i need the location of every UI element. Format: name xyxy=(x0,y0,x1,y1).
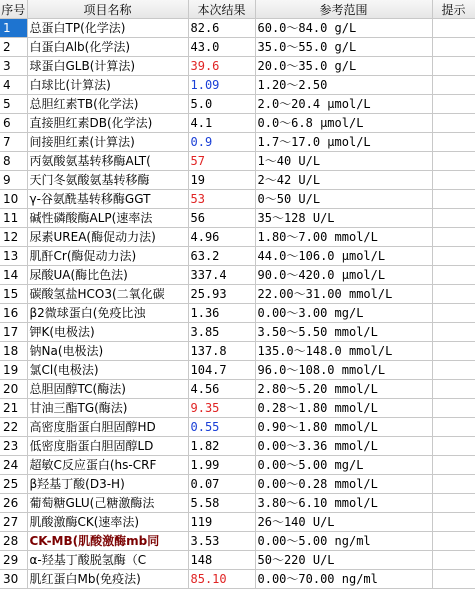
hint-cell xyxy=(432,304,475,323)
column-header-name[interactable]: 项目名称 xyxy=(27,0,188,19)
hint-cell xyxy=(432,418,475,437)
result-value: 337.4 xyxy=(188,266,255,285)
item-name: 天门冬氨酸氨基转移酶 xyxy=(27,171,188,190)
result-value: 25.93 xyxy=(188,285,255,304)
table-row[interactable] xyxy=(0,323,475,342)
table-row[interactable] xyxy=(0,380,475,399)
table-row[interactable] xyxy=(0,437,475,456)
table-body xyxy=(0,19,475,589)
row-number: 28 xyxy=(0,532,27,551)
table-row[interactable] xyxy=(0,304,475,323)
reference-range: 3.80～6.10 mmol/L xyxy=(255,494,432,513)
table-row[interactable] xyxy=(0,551,475,570)
row-number: 17 xyxy=(0,323,27,342)
item-name: 总胆红素TB(化学法) xyxy=(27,95,188,114)
item-name: 白球比(计算法) xyxy=(27,76,188,95)
table-row[interactable] xyxy=(0,76,475,95)
reference-range: 50～220 U/L xyxy=(255,551,432,570)
hint-cell xyxy=(432,285,475,304)
reference-range: 60.0～84.0 g/L xyxy=(255,19,432,38)
item-name: 肌酸激酶CK(速率法) xyxy=(27,513,188,532)
hint-cell xyxy=(432,190,475,209)
result-value: 0.07 xyxy=(188,475,255,494)
hint-cell xyxy=(432,19,475,38)
item-name: β羟基丁酸(D3-H) xyxy=(27,475,188,494)
result-value: 119 xyxy=(188,513,255,532)
result-value: 137.8 xyxy=(188,342,255,361)
item-name: 氯Cl(电极法) xyxy=(27,361,188,380)
item-name: 肌酐Cr(酶促动力法) xyxy=(27,247,188,266)
item-name: 丙氨酸氨基转移酶ALT( xyxy=(27,152,188,171)
item-name: α-羟基丁酸脱氢酶（C xyxy=(27,551,188,570)
row-number: 16 xyxy=(0,304,27,323)
table-row[interactable] xyxy=(0,399,475,418)
item-name: 钠Na(电极法) xyxy=(27,342,188,361)
hint-cell xyxy=(432,513,475,532)
result-value: 43.0 xyxy=(188,38,255,57)
table-row[interactable] xyxy=(0,475,475,494)
table-row[interactable] xyxy=(0,570,475,589)
reference-range: 0.00～70.00 ng/ml xyxy=(255,570,432,589)
result-value: 0.55 xyxy=(188,418,255,437)
result-value: 56 xyxy=(188,209,255,228)
hint-cell xyxy=(432,532,475,551)
column-header-result[interactable]: 本次结果 xyxy=(188,0,255,19)
reference-range: 35.0～55.0 g/L xyxy=(255,38,432,57)
reference-range: 0.00～0.28 mmol/L xyxy=(255,475,432,494)
table-row[interactable] xyxy=(0,19,475,38)
result-value: 1.36 xyxy=(188,304,255,323)
table-row[interactable] xyxy=(0,95,475,114)
row-number: 18 xyxy=(0,342,27,361)
reference-range: 0.28～1.80 mmol/L xyxy=(255,399,432,418)
hint-cell xyxy=(432,380,475,399)
reference-range: 20.0～35.0 g/L xyxy=(255,57,432,76)
table-row[interactable] xyxy=(0,228,475,247)
hint-cell xyxy=(432,152,475,171)
table-row[interactable] xyxy=(0,342,475,361)
hint-cell xyxy=(432,456,475,475)
hint-cell xyxy=(432,361,475,380)
row-number: 5 xyxy=(0,95,27,114)
hint-cell xyxy=(432,437,475,456)
row-number: 27 xyxy=(0,513,27,532)
item-name: 球蛋白GLB(计算法) xyxy=(27,57,188,76)
hint-cell xyxy=(432,323,475,342)
row-number: 23 xyxy=(0,437,27,456)
reference-range: 44.0～106.0 μmol/L xyxy=(255,247,432,266)
reference-range: 1.80～7.00 mmol/L xyxy=(255,228,432,247)
row-number: 3 xyxy=(0,57,27,76)
reference-range: 0.00～3.00 mg/L xyxy=(255,304,432,323)
item-name: 肌红蛋白Mb(免疫法) xyxy=(27,570,188,589)
table-row[interactable] xyxy=(0,114,475,133)
item-name: 葡萄糖GLU(己糖激酶法 xyxy=(27,494,188,513)
reference-range: 2～42 U/L xyxy=(255,171,432,190)
table-row[interactable] xyxy=(0,361,475,380)
reference-range: 0.00～5.00 mg/L xyxy=(255,456,432,475)
hint-cell xyxy=(432,570,475,589)
hint-cell xyxy=(432,247,475,266)
reference-range: 3.50～5.50 mmol/L xyxy=(255,323,432,342)
row-number: 1 xyxy=(0,19,27,38)
reference-range: 0.0～6.8 μmol/L xyxy=(255,114,432,133)
item-name: 高密度脂蛋白胆固醇HD xyxy=(27,418,188,437)
row-number: 6 xyxy=(0,114,27,133)
item-name: 碳酸氢盐HCO3(二氧化碳 xyxy=(27,285,188,304)
table-row[interactable] xyxy=(0,494,475,513)
row-number: 2 xyxy=(0,38,27,57)
row-number: 25 xyxy=(0,475,27,494)
hint-cell xyxy=(432,551,475,570)
row-number: 14 xyxy=(0,266,27,285)
row-number: 15 xyxy=(0,285,27,304)
reference-range: 2.80～5.20 mmol/L xyxy=(255,380,432,399)
row-number: 10 xyxy=(0,190,27,209)
item-name: γ-谷氨酰基转移酶GGT xyxy=(27,190,188,209)
result-value: 9.35 xyxy=(188,399,255,418)
result-value: 82.6 xyxy=(188,19,255,38)
hint-cell xyxy=(432,228,475,247)
result-value: 104.7 xyxy=(188,361,255,380)
reference-range: 22.00～31.00 mmol/L xyxy=(255,285,432,304)
hint-cell xyxy=(432,171,475,190)
result-value: 4.56 xyxy=(188,380,255,399)
table-row[interactable] xyxy=(0,247,475,266)
item-name: 尿酸UA(酶比色法) xyxy=(27,266,188,285)
hint-cell xyxy=(432,342,475,361)
result-value: 39.6 xyxy=(188,57,255,76)
reference-range: 26～140 U/L xyxy=(255,513,432,532)
result-value: 1.82 xyxy=(188,437,255,456)
hint-cell xyxy=(432,266,475,285)
hint-cell xyxy=(432,57,475,76)
reference-range: 90.0～420.0 μmol/L xyxy=(255,266,432,285)
table-row[interactable] xyxy=(0,133,475,152)
result-value: 53 xyxy=(188,190,255,209)
column-header-hint[interactable]: 提示 xyxy=(432,0,475,19)
hint-cell xyxy=(432,133,475,152)
result-value: 1.09 xyxy=(188,76,255,95)
header-row xyxy=(0,0,475,19)
hint-cell xyxy=(432,95,475,114)
table-row[interactable] xyxy=(0,513,475,532)
column-header-no[interactable]: 序号 xyxy=(0,0,27,19)
row-number: 12 xyxy=(0,228,27,247)
reference-range: 1.7～17.0 μmol/L xyxy=(255,133,432,152)
result-value: 1.99 xyxy=(188,456,255,475)
item-name: 钾K(电极法) xyxy=(27,323,188,342)
table-row[interactable] xyxy=(0,285,475,304)
reference-range: 0.90～1.80 mmol/L xyxy=(255,418,432,437)
table-row[interactable] xyxy=(0,57,475,76)
row-number: 26 xyxy=(0,494,27,513)
reference-range: 35～128 U/L xyxy=(255,209,432,228)
reference-range: 1.20～2.50 xyxy=(255,76,432,95)
reference-range: 0.00～5.00 ng/ml xyxy=(255,532,432,551)
reference-range: 135.0～148.0 mmol/L xyxy=(255,342,432,361)
table-row[interactable] xyxy=(0,190,475,209)
reference-range: 2.0～20.4 μmol/L xyxy=(255,95,432,114)
item-name: CK-MB(肌酸激酶mb同 xyxy=(27,532,188,551)
result-value: 5.0 xyxy=(188,95,255,114)
table-row[interactable] xyxy=(0,152,475,171)
table-row[interactable] xyxy=(0,38,475,57)
row-number: 4 xyxy=(0,76,27,95)
hint-cell xyxy=(432,114,475,133)
hint-cell xyxy=(432,475,475,494)
result-value: 148 xyxy=(188,551,255,570)
hint-cell xyxy=(432,76,475,95)
reference-range: 1～40 U/L xyxy=(255,152,432,171)
table-row[interactable] xyxy=(0,209,475,228)
row-number: 22 xyxy=(0,418,27,437)
result-value: 85.10 xyxy=(188,570,255,589)
row-number: 9 xyxy=(0,171,27,190)
hint-cell xyxy=(432,38,475,57)
row-number: 29 xyxy=(0,551,27,570)
row-number: 8 xyxy=(0,152,27,171)
item-name: β2微球蛋白(免疫比浊 xyxy=(27,304,188,323)
table-row[interactable] xyxy=(0,266,475,285)
row-number: 20 xyxy=(0,380,27,399)
reference-range: 0～50 U/L xyxy=(255,190,432,209)
result-value: 3.85 xyxy=(188,323,255,342)
item-name: 超敏C反应蛋白(hs-CRF xyxy=(27,456,188,475)
result-value: 19 xyxy=(188,171,255,190)
table-row[interactable] xyxy=(0,418,475,437)
item-name: 低密度脂蛋白胆固醇LD xyxy=(27,437,188,456)
reference-range: 0.00～3.36 mmol/L xyxy=(255,437,432,456)
table-row[interactable] xyxy=(0,456,475,475)
item-name: 总胆固醇TC(酶法) xyxy=(27,380,188,399)
item-name: 碱性磷酸酶ALP(速率法 xyxy=(27,209,188,228)
item-name: 尿素UREA(酶促动力法) xyxy=(27,228,188,247)
hint-cell xyxy=(432,209,475,228)
reference-range: 96.0～108.0 mmol/L xyxy=(255,361,432,380)
item-name: 白蛋白Alb(化学法) xyxy=(27,38,188,57)
hint-cell xyxy=(432,494,475,513)
row-number: 13 xyxy=(0,247,27,266)
result-value: 57 xyxy=(188,152,255,171)
row-number: 11 xyxy=(0,209,27,228)
row-number: 21 xyxy=(0,399,27,418)
result-value: 63.2 xyxy=(188,247,255,266)
row-number: 30 xyxy=(0,570,27,589)
item-name: 间接胆红素(计算法) xyxy=(27,133,188,152)
row-number: 7 xyxy=(0,133,27,152)
result-value: 5.58 xyxy=(188,494,255,513)
table-row[interactable] xyxy=(0,171,475,190)
table-row[interactable] xyxy=(0,532,475,551)
result-value: 0.9 xyxy=(188,133,255,152)
column-header-reference[interactable]: 参考范围 xyxy=(255,0,432,19)
hint-cell xyxy=(432,399,475,418)
row-number: 24 xyxy=(0,456,27,475)
result-value: 3.53 xyxy=(188,532,255,551)
row-number: 19 xyxy=(0,361,27,380)
item-name: 甘油三酯TG(酶法) xyxy=(27,399,188,418)
result-value: 4.1 xyxy=(188,114,255,133)
item-name: 直接胆红素DB(化学法) xyxy=(27,114,188,133)
item-name: 总蛋白TP(化学法) xyxy=(27,19,188,38)
result-value: 4.96 xyxy=(188,228,255,247)
